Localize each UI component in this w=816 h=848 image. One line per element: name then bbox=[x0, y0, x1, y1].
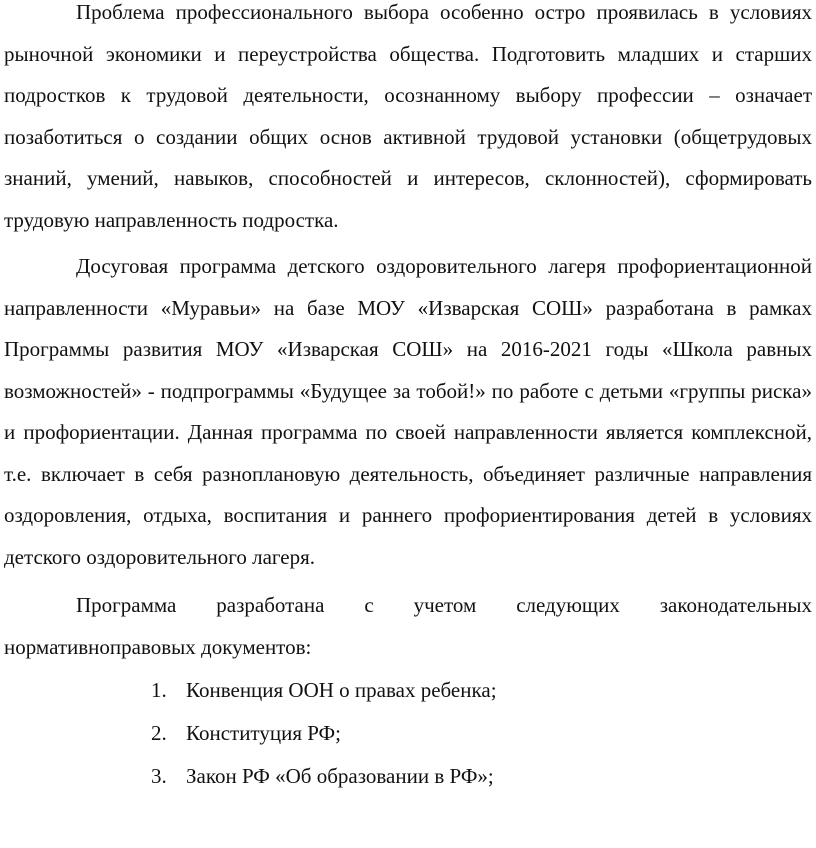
list-item bbox=[4, 669, 812, 712]
legal-documents-list bbox=[4, 669, 812, 798]
paragraph-legal-basis: Программа разработана с учетом следующих законодательных нормативноправовых документов: bbox=[4, 593, 812, 659]
list-item-number: 2. bbox=[151, 721, 167, 745]
list-item-number: 3. bbox=[151, 764, 167, 788]
list-item-text: Закон РФ «Об образовании в РФ»; bbox=[186, 764, 494, 788]
document-page bbox=[4, 0, 812, 798]
paragraph-camp-program: Досуговая программа детского оздоровительного лагеря профориентационной направленности «Муравьи» на базе МОУ «Изварская СОШ» разработана в рамках Программы развития МОУ «Изварская СОШ» на 2016-2021 годы «Школа равных возможностей» - подпрограммы «Будущее за тобой!» по работе с детьми «группы риска» и профориентации. Данная программа по своей направленности является комплексной, т.е. включает в себя разноплановую деятельность, объединяет различные направления оздоровления, отдыха, воспитания и раннего профориентирования детей в условиях детского оздоровительного лагеря. bbox=[4, 254, 812, 569]
list-item-text: Конвенция ООН о правах ребенка; bbox=[186, 678, 497, 702]
list-item-text: Конституция РФ; bbox=[186, 721, 341, 745]
list-item-number: 1. bbox=[151, 678, 167, 702]
paragraph-career-choice-problem: Проблема профессионального выбора особенно остро проявилась в условиях рыночной экономики и переустройства общества. Подготовить младших и старших подростков к трудовой деятельности, осознанному выбору профессии – означает позаботиться о создании общих основ активной трудовой установки (общетрудовых знаний, умений, навыков, способностей и интересов, склонностей), сформировать трудовую направленность подростка. bbox=[4, 0, 812, 232]
list-item bbox=[4, 712, 812, 755]
list-item bbox=[4, 755, 812, 798]
